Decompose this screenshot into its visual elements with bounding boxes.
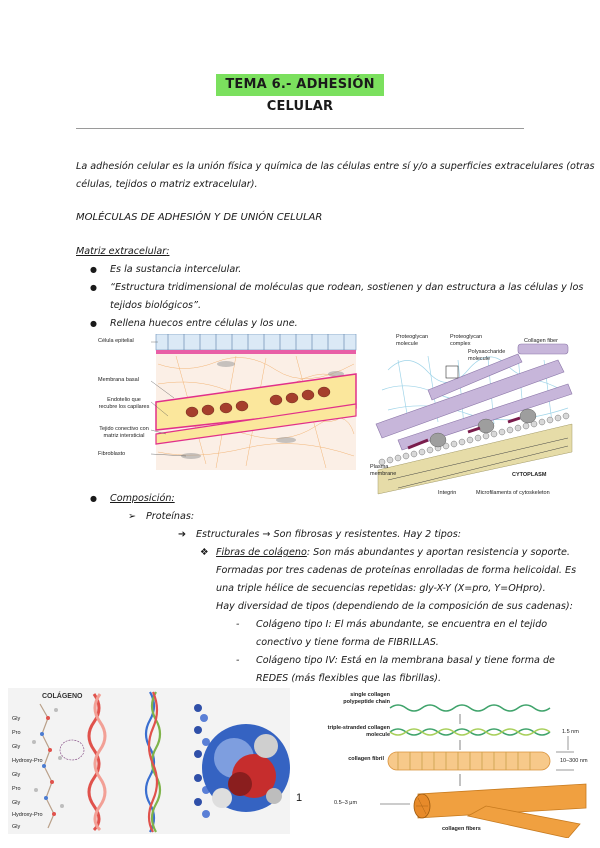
label-epithelial: Célula epitelial: [98, 338, 134, 344]
residue-label: Hydroxy-Pro: [12, 812, 43, 818]
dash-bullet: -: [236, 655, 240, 666]
label-fibril: collagen fibril: [348, 756, 384, 762]
intro-line-1: La adhesión celular es la unión física y química de las células entre sí y/o a superficies extracelulares (otras: [76, 161, 595, 172]
residue-label: Hydroxy-Pro: [12, 758, 43, 764]
structural-line: Estructurales → Son fibrosas y resistentes. Hay 2 tipos:: [196, 529, 461, 540]
collagen-desc-3: Hay diversidad de tipos (dependiendo de la composición de sus cadenas):: [216, 601, 573, 612]
matrix-bullet-1: Es la sustancia intercelular.: [110, 264, 242, 275]
label-endothelium: Endotelio que recubre los capilares: [98, 397, 150, 410]
residue-label: Gly: [12, 800, 21, 806]
residue-label: Pro: [12, 786, 21, 792]
label-proteoglycan-molecule: Proteoglycan molecule: [396, 334, 429, 347]
collagen-models-figure: [8, 688, 290, 834]
divider: [76, 128, 524, 129]
residue-label: Pro: [12, 730, 21, 736]
diamond-bullet-icon: ❖: [200, 547, 209, 558]
bullet-icon: ●: [90, 494, 97, 503]
collagen-desc-1: Formadas por tres cadenas de proteínas enrolladas de forma helicoidal. Es: [216, 565, 577, 576]
collagen-type-4-line-1: Colágeno tipo IV: Está en la membrana basal y tiene forma de: [256, 655, 555, 666]
label-fibers: collagen fibers: [442, 826, 481, 832]
label-integrin: Integrin: [438, 490, 457, 496]
bullet-icon: ●: [90, 319, 97, 328]
collagen-desc-2: una triple hélice de secuencias repetidas: gly-X-Y (X=pro, Y=OHpro).: [216, 583, 546, 594]
intro-line-2: células, tejidos o matriz extracelular).: [76, 179, 258, 190]
label-proteoglycan-complex: Proteoglycan complex: [450, 334, 483, 347]
label-cytoplasm: CYTOPLASM: [512, 472, 547, 478]
residue-label: Gly: [12, 772, 21, 778]
label-microfilaments: Microfilaments of cytoskeleton: [476, 490, 550, 496]
matrix-bullet-2b: tejidos biológicos”.: [110, 300, 202, 311]
label-0-5-3um: 0.5–3 μm: [334, 800, 358, 806]
dash-bullet: -: [236, 619, 240, 630]
collagen-line: Fibras de colágeno: Son más abundantes y aportan resistencia y soporte.: [216, 547, 570, 558]
collagen-type-4-line-2: REDES (más flexibles que las fibrillas).: [256, 673, 442, 684]
arrow-icon: ➔: [178, 529, 187, 540]
label-triple-molecule: triple-stranded collagen molecule: [327, 725, 390, 738]
composition-heading: Composición:: [110, 493, 175, 504]
label-10-300nm: 10–300 nm: [560, 758, 588, 764]
matrix-heading: Matriz extracelular:: [76, 246, 170, 257]
label-collagen-fiber: Collagen fiber: [524, 338, 558, 344]
label-1-5nm: 1.5 nm: [562, 729, 579, 735]
residue-label: Gly: [12, 744, 21, 750]
page-title: TEMA 6.- ADHESIÓN CELULAR: [216, 74, 384, 96]
label-connective: Tejido conectivo con matriz intersticial: [99, 426, 149, 439]
matrix-bullet-2: “Estructura tridimensional de moléculas que rodean, sostienen y dan estructura a las células y los: [110, 282, 584, 293]
page-number: 1: [296, 792, 303, 804]
residue-label: Gly: [12, 716, 21, 722]
matrix-bullet-3: Rellena huecos entre células y los une.: [110, 318, 298, 329]
arrow-bullet-icon: ➢: [128, 511, 137, 522]
label-fibroblast: Fibroblasto: [98, 451, 126, 457]
bullet-icon: ●: [90, 283, 97, 292]
collagen-type-1-line-1: Colágeno tipo I: El más abundante, se encuentra en el tejido: [256, 619, 548, 630]
collagen-type-1-line-2: conectivo y tiene forma de FIBRILLAS.: [256, 637, 439, 648]
bullet-icon: ●: [90, 265, 97, 274]
collagen-hierarchy-figure: [318, 688, 594, 838]
label-basal: Membrana basal: [98, 377, 139, 383]
section-heading: MOLÉCULAS DE ADHESIÓN Y DE UNIÓN CELULAR: [76, 212, 323, 223]
label-plasma-membrane: Plasma membrane: [370, 464, 397, 477]
proteins-label: Proteínas:: [146, 511, 195, 522]
label-polysaccharide: Polysaccharide molecule: [468, 349, 506, 362]
collagen-figure-title: COLÁGENO: [42, 693, 83, 700]
label-single-chain: single collagen polypeptide chain: [343, 692, 390, 705]
residue-label: Gly: [12, 824, 21, 830]
